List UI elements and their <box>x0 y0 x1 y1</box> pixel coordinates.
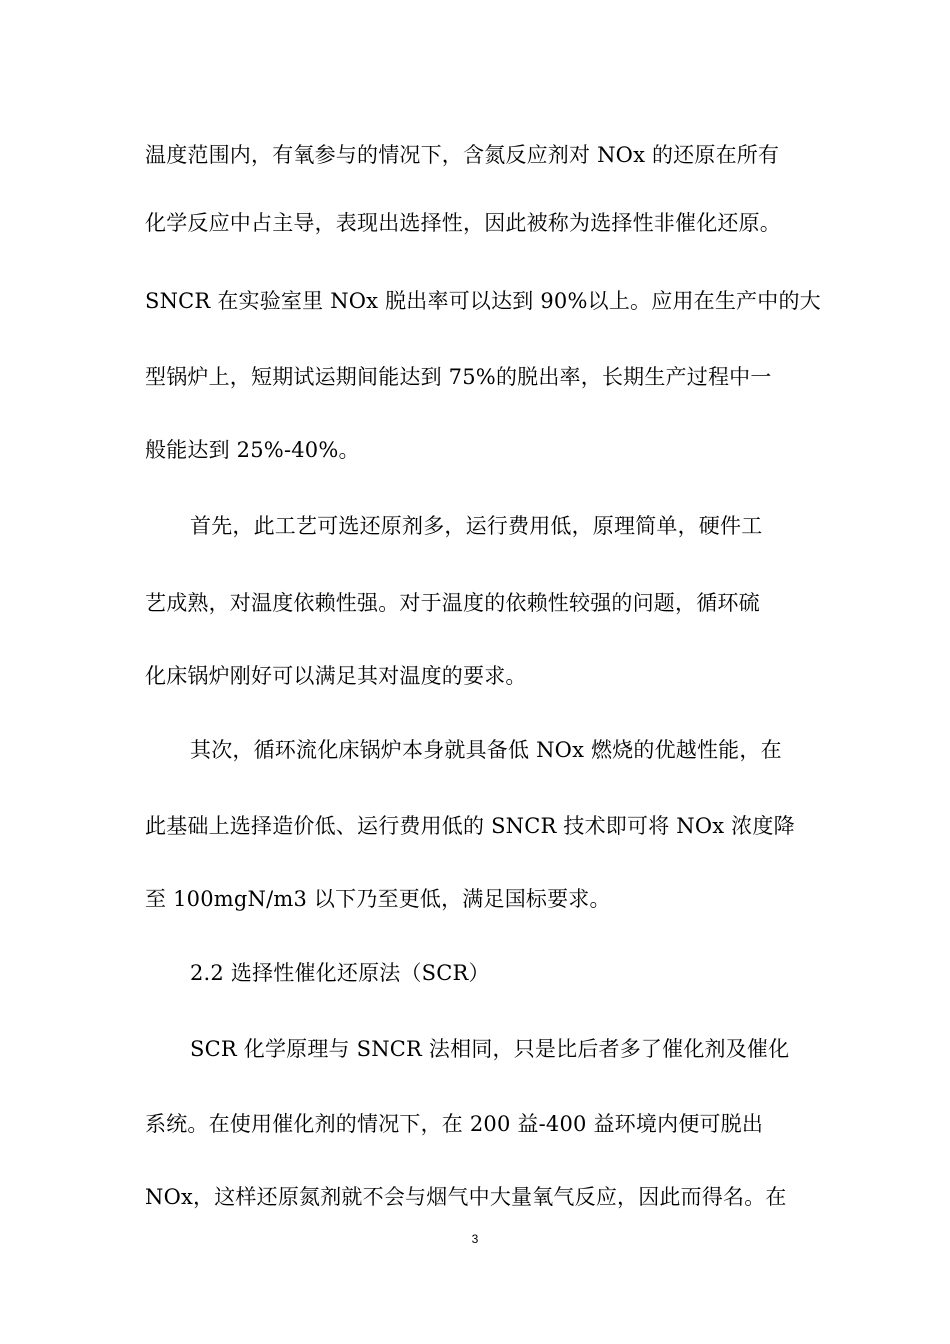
text-line: 化学反应中占主导，表现出选择性，因此被称为选择性非催化还原。 <box>145 211 781 235</box>
text-line: 型锅炉上，短期试运期间能达到 75%的脱出率，长期生产过程中一 <box>145 365 772 389</box>
section-heading: 2.2 选择性催化还原法（SCR） <box>190 961 490 985</box>
text-line: 般能达到 25%-40%。 <box>145 438 360 462</box>
text-line: 系统。在使用催化剂的情况下，在 200 益-400 益环境内便可脱出 <box>145 1112 764 1136</box>
text-line: 至 100mgN/m3 以下乃至更低，满足国标要求。 <box>145 887 611 911</box>
text-line: SNCR 在实验室里 NOx 脱出率可以达到 90%以上。应用在生产中的大 <box>145 289 821 313</box>
page-number: 3 <box>471 1232 479 1246</box>
text-line: 化床锅炉刚好可以满足其对温度的要求。 <box>145 664 527 688</box>
text-line: 艺成熟，对温度依赖性强。对于温度的依赖性较强的问题，循环硫 <box>145 591 760 615</box>
text-line: 温度范围内，有氧参与的情况下，含氮反应剂对 NOx 的还原在所有 <box>145 143 780 167</box>
text-line: 此基础上选择造价低、运行费用低的 SNCR 技术即可将 NOx 浓度降 <box>145 814 795 838</box>
text-line: NOx，这样还原氮剂就不会与烟气中大量氧气反应，因此而得名。在 <box>145 1185 787 1209</box>
paragraph-first-line: 首先，此工艺可选还原剂多，运行费用低，原理简单，硬件工 <box>190 514 763 538</box>
paragraph-first-line: SCR 化学原理与 SNCR 法相同，只是比后者多了催化剂及催化 <box>190 1037 790 1061</box>
paragraph-first-line: 其次，循环流化床锅炉本身就具备低 NOx 燃烧的优越性能，在 <box>190 738 782 762</box>
